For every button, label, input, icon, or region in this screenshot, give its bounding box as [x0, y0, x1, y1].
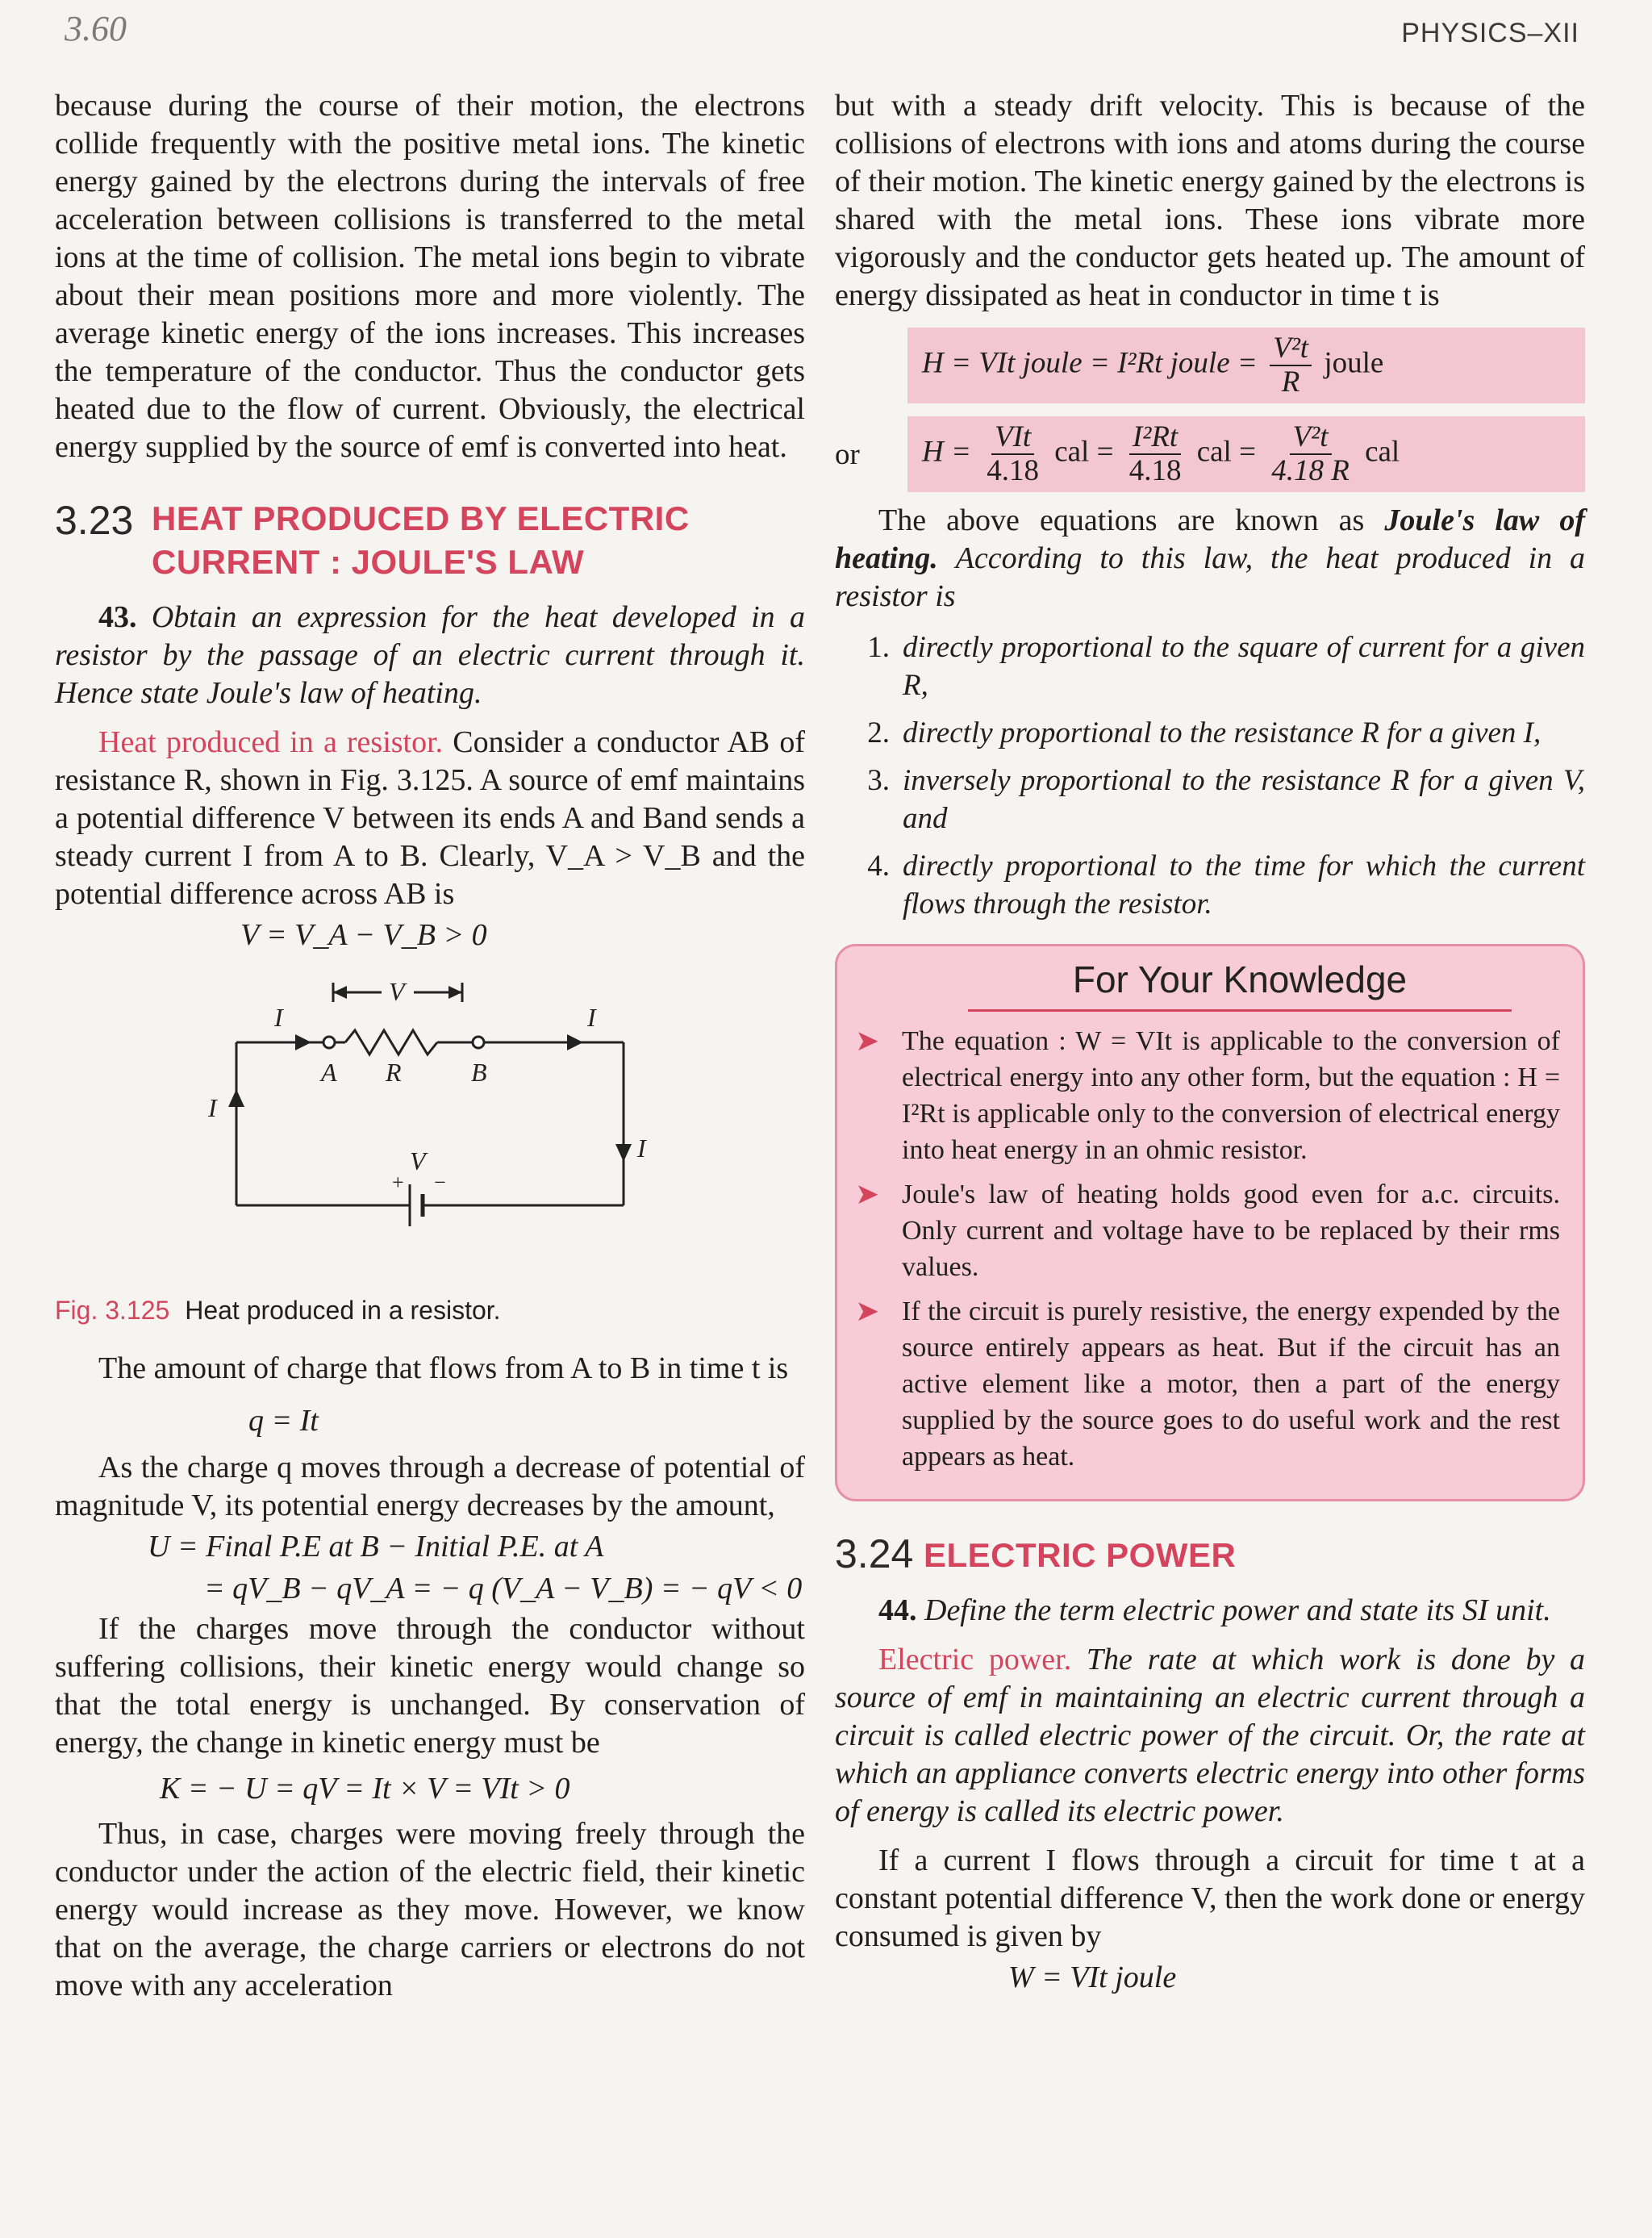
page-number: 3.60 — [65, 9, 127, 48]
list-item — [835, 762, 1585, 837]
question-number: 43. — [98, 600, 137, 634]
fraction-1-num: VIt — [991, 421, 1034, 455]
section-heading-3-24 — [835, 1530, 1585, 1577]
figure-caption-text: Heat produced in a resistor. — [185, 1296, 501, 1325]
knowledge-text: The equation : W = VIt is applicable to the conversion of electrical energy into any other form, but the equation : H = I²Rt is applicable only to the conversion of electrical energy into heat energy in an ohmic resistor. — [902, 1026, 1560, 1165]
label-r: R — [386, 1058, 402, 1087]
fraction-3-num: V²t — [1290, 421, 1332, 455]
list-number: 2. — [867, 716, 890, 749]
or-label: or — [835, 437, 860, 471]
circuit-diagram — [55, 970, 805, 1284]
equation-u: U = Final P.E at B − Initial P.E. at A — [148, 1530, 604, 1564]
knowledge-item — [855, 1293, 1560, 1475]
formula-joule — [907, 328, 1585, 403]
paragraph-text: Consider a conductor AB of resistance R, shown in Fig. 3.125. A source of emf maintains a potential difference V between its ends A and Band sends a steady current I from A to B. Clearly, V_A > V_B and the potential difference across AB is — [55, 725, 806, 911]
right-column — [835, 87, 1585, 1999]
label-plus: + — [392, 1171, 404, 1194]
arrow-bullet-icon: ➤ — [855, 1295, 880, 1327]
circuit-figure — [55, 970, 805, 1284]
section-title — [152, 497, 690, 584]
question-number: 44. — [878, 1593, 917, 1627]
joule-law-text: According to this law, the heat produced in a resistor is — [835, 541, 1585, 613]
list-number: 3. — [867, 764, 890, 797]
fraction-2-den: 4.18 — [1128, 454, 1182, 487]
label-a: A — [321, 1058, 337, 1087]
section-title-line-2: CURRENT : JOULE'S LAW — [152, 543, 585, 581]
joule-law-intro: The above equations are known as — [878, 503, 1385, 537]
figure-caption — [55, 1296, 805, 1326]
label-i-top-left: I — [274, 1003, 283, 1032]
equation-k: K = − U = qV = It × V = VIt > 0 — [160, 1772, 570, 1806]
right-paragraph-1: but with a steady drift velocity. This is because of the collisions of electrons with ions and atoms during the course of their motion. The kinetic energy gained by the electrons is shared with the metal ions. These ions vibrate more vigorously and the conductor gets heated up. The amount of energy dissipated as heat in conductor in time t is — [835, 89, 1585, 312]
left-paragraph-2 — [55, 724, 805, 913]
list-text: directly proportional to the resistance R for a given I, — [903, 716, 1541, 749]
label-i-left: I — [208, 1093, 217, 1122]
for-your-knowledge-box — [835, 944, 1585, 1501]
list-item — [835, 714, 1585, 752]
formula-cal — [907, 416, 1585, 492]
fraction-2 — [1126, 421, 1185, 487]
section-title: ELECTRIC POWER — [924, 1536, 1237, 1574]
paragraph-lead: Heat produced in a resistor. — [98, 725, 444, 759]
equation-w: W = VIt joule — [1008, 1960, 1177, 1994]
knowledge-text: Joule's law of heating holds good even for a.c. circuits. Only current and voltage have to be replaced by their rms values. — [902, 1180, 1560, 1282]
left-paragraph-5: If the charges move through the conductor without suffering collisions, their kinetic energy would change so that the total energy is unchanged. By conservation of energy, the change in kinetic energy must be — [55, 1612, 805, 1760]
question-43 — [55, 599, 805, 712]
formula-cal-h: H = — [922, 435, 971, 469]
fraction-denominator: R — [1281, 365, 1300, 399]
section-heading-3-23 — [55, 497, 805, 584]
arrow-bullet-icon: ➤ — [855, 1025, 880, 1057]
label-b: B — [471, 1058, 487, 1087]
question-text: Define the term electric power and state its SI unit. — [924, 1593, 1551, 1627]
section-number: 3.24 — [835, 1531, 914, 1576]
fraction-3 — [1268, 421, 1353, 487]
joule-law-term: Joule's law of heating. — [835, 503, 1585, 575]
knowledge-item — [855, 1023, 1560, 1168]
list-number: 1. — [867, 631, 890, 664]
list-text: directly proportional to the square of current for a given R, — [903, 631, 1585, 702]
left-column — [55, 87, 805, 2005]
formula-unit: joule — [1324, 346, 1384, 380]
section-number: 3.23 — [55, 498, 134, 543]
label-minus: − — [434, 1171, 446, 1194]
running-head: PHYSICS–XII — [1401, 18, 1579, 48]
list-item — [835, 847, 1585, 923]
joule-law-list — [835, 628, 1585, 923]
left-paragraph-6: Thus, in case, charges were moving freely through the conductor under the action of the electric field, their kinetic energy would increase as they move. However, we know that on the average, the charge carriers or electrons do not move with any acceleration — [55, 1817, 805, 2002]
list-item — [835, 628, 1585, 704]
label-v-top: V — [389, 977, 405, 1006]
fraction-1 — [983, 421, 1042, 487]
formula-joule-lhs: H = VIt joule = I²Rt joule = — [922, 346, 1258, 380]
label-v-battery: V — [410, 1146, 426, 1175]
fraction-numerator: V²t — [1270, 332, 1312, 366]
label-i-top-right: I — [587, 1003, 596, 1032]
paragraph-lead: Electric power. — [878, 1643, 1072, 1676]
equation-v: V = V_A − V_B > 0 — [240, 918, 487, 952]
knowledge-box-title: For Your Knowledge — [968, 958, 1512, 1012]
list-text: directly proportional to the time for which the current flows through the resistor. — [903, 850, 1585, 921]
formula-joule-fraction — [1270, 332, 1312, 399]
unit-1: cal = — [1054, 435, 1114, 469]
list-number: 4. — [867, 850, 890, 883]
right-paragraph-4: If a current I flows through a circuit for time t at a constant potential difference V, then the work done or energy consumed is given by — [835, 1843, 1585, 1953]
fraction-3-den: 4.18 R — [1271, 454, 1350, 487]
figure-label: Fig. 3.125 — [55, 1296, 170, 1325]
left-paragraph-4: As the charge q moves through a decrease of potential of magnitude V, its potential energy decreases by the amount, — [55, 1451, 805, 1522]
left-paragraph-1: because during the course of their motion, the electrons collide frequently with the positive metal ions. The kinetic energy gained by the electrons during the intervals of free acceleration between collisions is transferred to the metal ions at the time of collision. The metal ions begin to vibrate about their mean positions more and more violently. The average kinetic energy of the ions increases. This increases the temperature of the conductor. Thus the conductor gets heated due to the flow of current. Obviously, the electrical energy supplied by the source of emf is converted into heat. — [55, 89, 805, 464]
unit-3: cal — [1365, 435, 1400, 469]
question-text: Obtain an expression for the heat developed in a resistor by the passage of an electric current through it. Hence state Joule's law of heating. — [55, 600, 805, 710]
section-title-line-1: HEAT PRODUCED BY ELECTRIC — [152, 499, 690, 537]
left-paragraph-3: The amount of charge that flows from A to B in time t is — [98, 1351, 789, 1385]
right-paragraph-3 — [835, 1641, 1585, 1831]
arrow-bullet-icon: ➤ — [855, 1178, 880, 1210]
fraction-1-den: 4.18 — [987, 454, 1039, 487]
right-paragraph-2 — [835, 502, 1585, 616]
equation-q: q = It — [248, 1404, 319, 1438]
knowledge-item — [855, 1176, 1560, 1285]
formula-cal-row — [835, 416, 1585, 492]
paragraph-text: The rate at which work is done by a source of emf in maintaining an electric current through a circuit is called electric power of the circuit. Or, the rate at which an appliance converts electric energy into other forms of energy is called its electric power. — [835, 1643, 1585, 1828]
unit-2: cal = — [1196, 435, 1256, 469]
knowledge-text: If the circuit is purely resistive, the energy expended by the source entirely appears as heat. But if the circuit has an active element like a motor, then a part of the energy supplied by the source goes to do useful work and the rest appears as heat. — [902, 1296, 1560, 1472]
equation-u-expanded: = qV_B − qV_A = − q (V_A − V_B) = − qV < 0 — [204, 1572, 803, 1605]
question-44 — [835, 1592, 1585, 1630]
label-i-right: I — [637, 1134, 646, 1163]
fraction-2-num: I²Rt — [1129, 421, 1181, 455]
list-text: inversely proportional to the resistance R for a given V, and — [903, 764, 1585, 835]
